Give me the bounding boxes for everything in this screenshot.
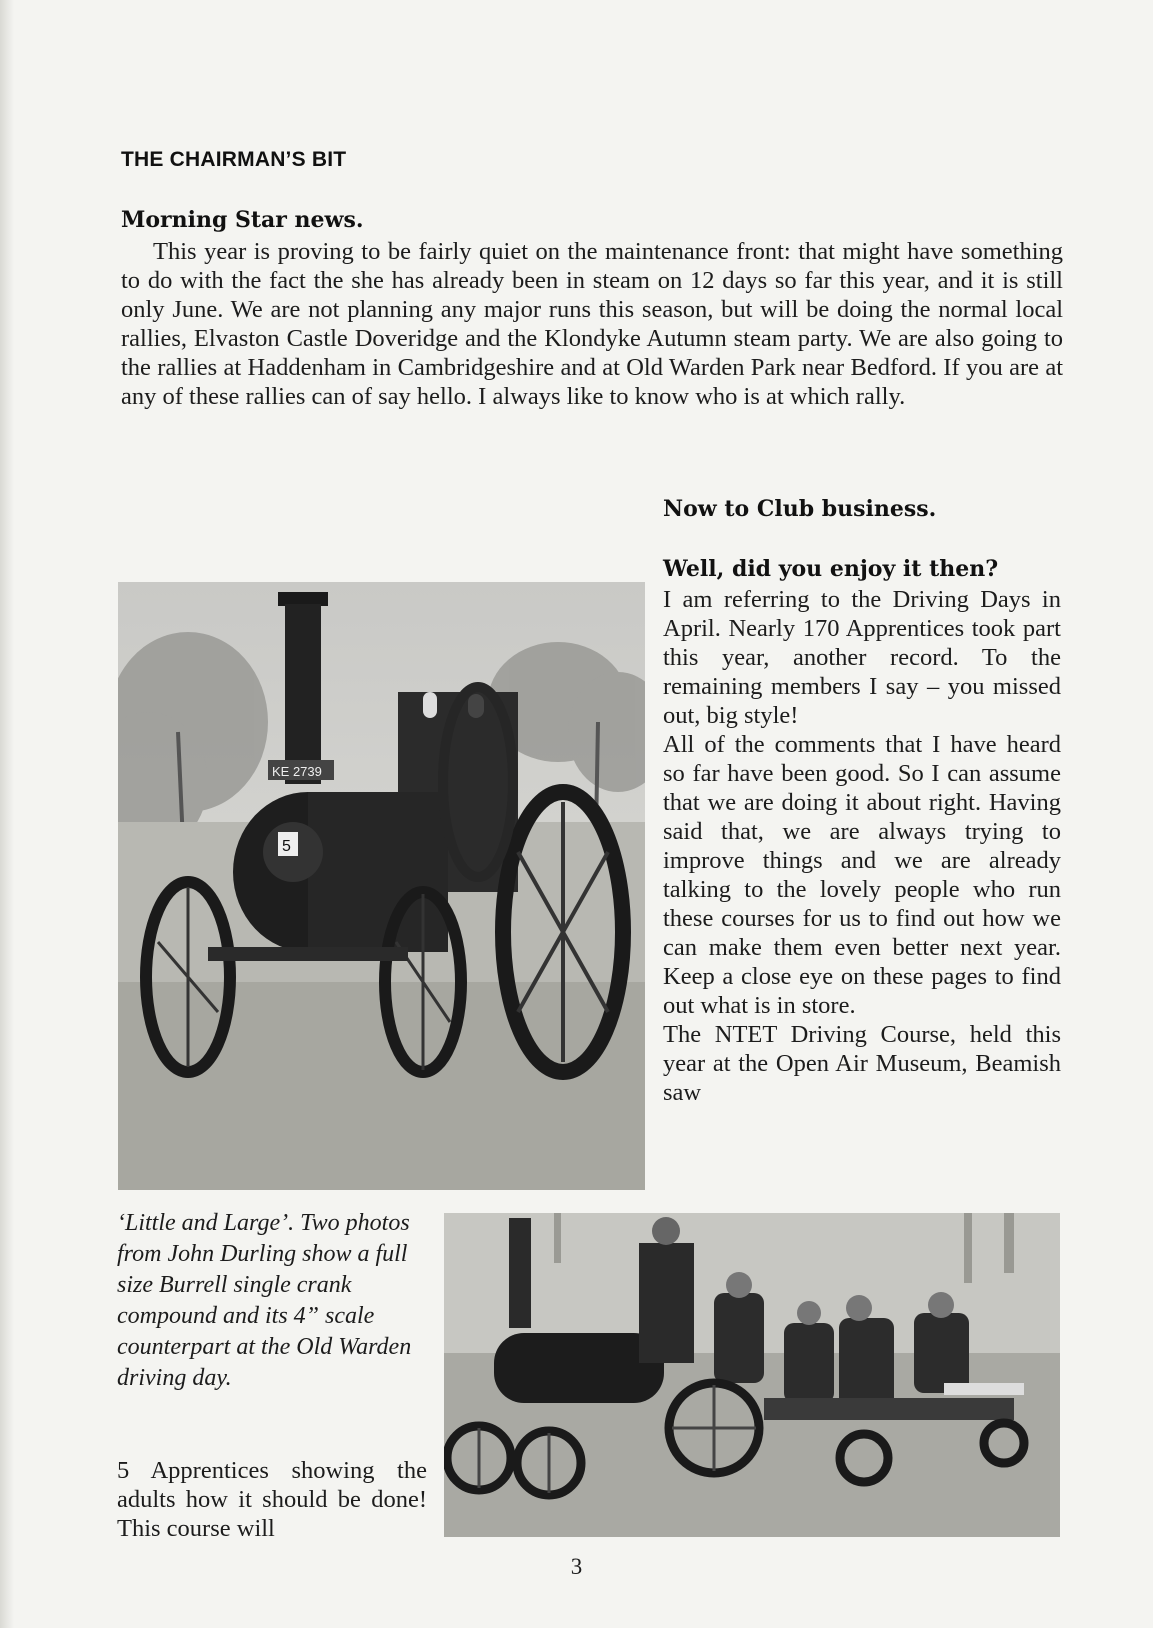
club-para-2: All of the comments that I have heard so far have been good. So I can assume that we are doing it about right. Having said that, we are always trying to improve things and we are already talking to the lovely people who run these courses for us to find out how we can make them even better next year. Keep a close eye on these pages to find out what is in store.	[663, 731, 1061, 1019]
page-edge	[0, 0, 14, 1628]
smokebox-number: 5	[282, 838, 291, 855]
apprentices-text: 5 Apprentices showing the adults how it should be done! This course will	[117, 1457, 427, 1542]
club-column	[663, 585, 1061, 1107]
page-number: 3	[570, 1554, 583, 1579]
morning-star-body: This year is proving to be fairly quiet on the maintenance front: that might have something to do with the fact the she has already been in steam on 12 days so far this year, and it is still only June. We are not planning any major runs this season, but will be doing the normal local rallies, Elvaston Castle Doveridge and the Klondyke Autumn steam party. We are also going to the rallies at Haddenham in Cambridgeshire and at Old Warden Park near Bedford. If you are at any of these rallies can of say hello. I always like to know who is at which rally.	[121, 238, 1063, 410]
club-para-3: The NTET Driving Course, held this year at the Open Air Museum, Beamish saw	[663, 1021, 1061, 1106]
morning-star-title: Morning Star news.	[121, 207, 364, 233]
scale-model-photo	[444, 1213, 1060, 1537]
scale-model-illustration	[444, 1213, 1060, 1537]
club-para-1: I am referring to the Driving Days in April. Nearly 170 Apprentices took part this year, another record. To the remaining members I say – you missed out, big style!	[663, 586, 1061, 729]
club-business-title: Now to Club business.	[663, 496, 937, 522]
photo-caption: ‘Little and Large’. Two photos from John Durling show a full size Burrell single crank compound and its 4” scale counterpart at the Old Warden driving day.	[117, 1210, 412, 1391]
registration-plate: KE 2739	[272, 764, 322, 779]
page-heading: THE CHAIRMAN’S BIT	[121, 148, 347, 171]
traction-engine-illustration	[118, 582, 645, 1190]
club-subtitle: Well, did you enjoy it then?	[663, 556, 999, 582]
traction-engine-photo	[118, 582, 645, 1190]
